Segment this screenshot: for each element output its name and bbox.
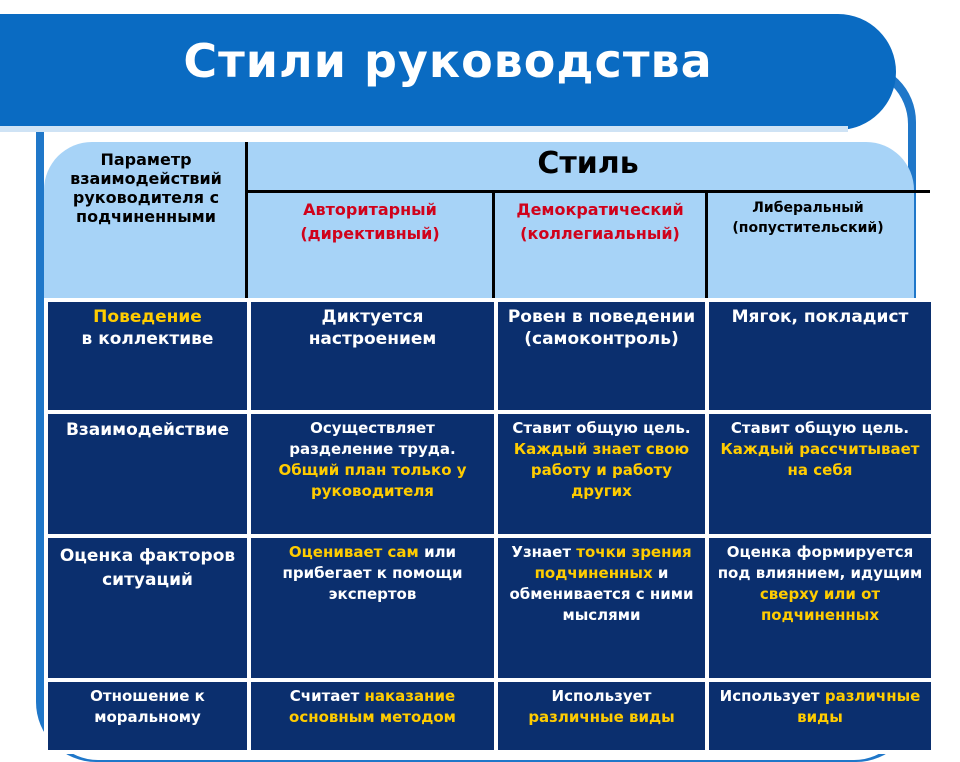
header-divider-2	[492, 192, 495, 298]
column-header-authoritarian	[250, 198, 490, 246]
header-divider-3	[705, 192, 708, 298]
row-parameter: Отношение к моральному	[46, 680, 249, 752]
table-row	[46, 680, 933, 752]
cell-text-highlight: Каждый знает свою работу и работу других	[513, 440, 690, 500]
cell-text-highlight: точки зрения подчиненных	[534, 543, 692, 582]
title-underline	[0, 126, 848, 132]
column-header-line: (коллегиальный)	[520, 224, 680, 243]
cell-text: Считает	[289, 687, 360, 705]
cell-text: и обменивается с ними мыслями	[509, 564, 694, 624]
styles-table	[44, 298, 935, 754]
table-cell	[496, 680, 707, 752]
cell-text: Использует	[551, 687, 652, 705]
cell-text-highlight: сверху или от подчиненных	[759, 585, 881, 624]
page-title: Стили руководства	[183, 34, 713, 88]
header-divider-horizontal	[246, 190, 930, 193]
row-parameter	[46, 300, 249, 412]
table-cell	[707, 680, 933, 752]
column-header-line: (директивный)	[300, 224, 440, 243]
row-parameter: Оценка факторов ситуаций	[46, 536, 249, 680]
table-cell	[496, 412, 707, 536]
table-cell	[249, 536, 496, 680]
column-header-line: Демократический	[516, 200, 684, 219]
cell-text: Ставит общую цель.	[730, 419, 910, 437]
row-parameter: Взаимодействие	[46, 412, 249, 536]
cell-text-highlight: Каждый рассчитывает на себя	[720, 440, 920, 479]
cell-text-highlight: Оценивает сам	[288, 543, 419, 561]
table-cell	[249, 680, 496, 752]
table-row	[46, 536, 933, 680]
cell-text: Узнает	[511, 543, 572, 561]
cell-text-highlight: Общий план только у руководителя	[278, 461, 467, 500]
parameter-text-highlight: Поведение	[93, 307, 202, 327]
cell-text: Осуществляет разделение труда.	[289, 419, 456, 458]
column-header-liberal	[710, 198, 906, 238]
cell-text: Ставит общую цель.	[512, 419, 691, 437]
column-header-democratic	[496, 198, 704, 246]
cell-text: или прибегает к помощи экспертов	[282, 543, 463, 603]
table-cell	[496, 536, 707, 680]
parameter-text: в коллективе	[81, 329, 214, 349]
cell-text-highlight: различные виды	[797, 687, 921, 726]
cell-text-highlight: различные виды	[528, 708, 675, 726]
table-cell: Диктуется настроением	[249, 300, 496, 412]
cell-text: Использует	[719, 687, 820, 705]
style-header: Стиль	[537, 146, 639, 181]
column-header-line: Авторитарный	[303, 200, 437, 219]
table-cell: Ровен в поведении (самоконтроль)	[496, 300, 707, 412]
cell-text: Оценка формируется под влиянием, идущим	[717, 543, 923, 582]
table-cell	[707, 412, 933, 536]
table-row	[46, 300, 933, 412]
table-cell: Мягок, покладист	[707, 300, 933, 412]
table-row	[46, 412, 933, 536]
table-cell	[249, 412, 496, 536]
column-header-line: Либеральный	[752, 200, 864, 216]
parameter-header: Параметр взаимодействий руководителя с подчиненными	[70, 150, 222, 226]
cell-text-highlight: наказание основным методом	[289, 687, 456, 726]
column-header-line: (попустительский)	[732, 220, 884, 236]
table-cell	[707, 536, 933, 680]
